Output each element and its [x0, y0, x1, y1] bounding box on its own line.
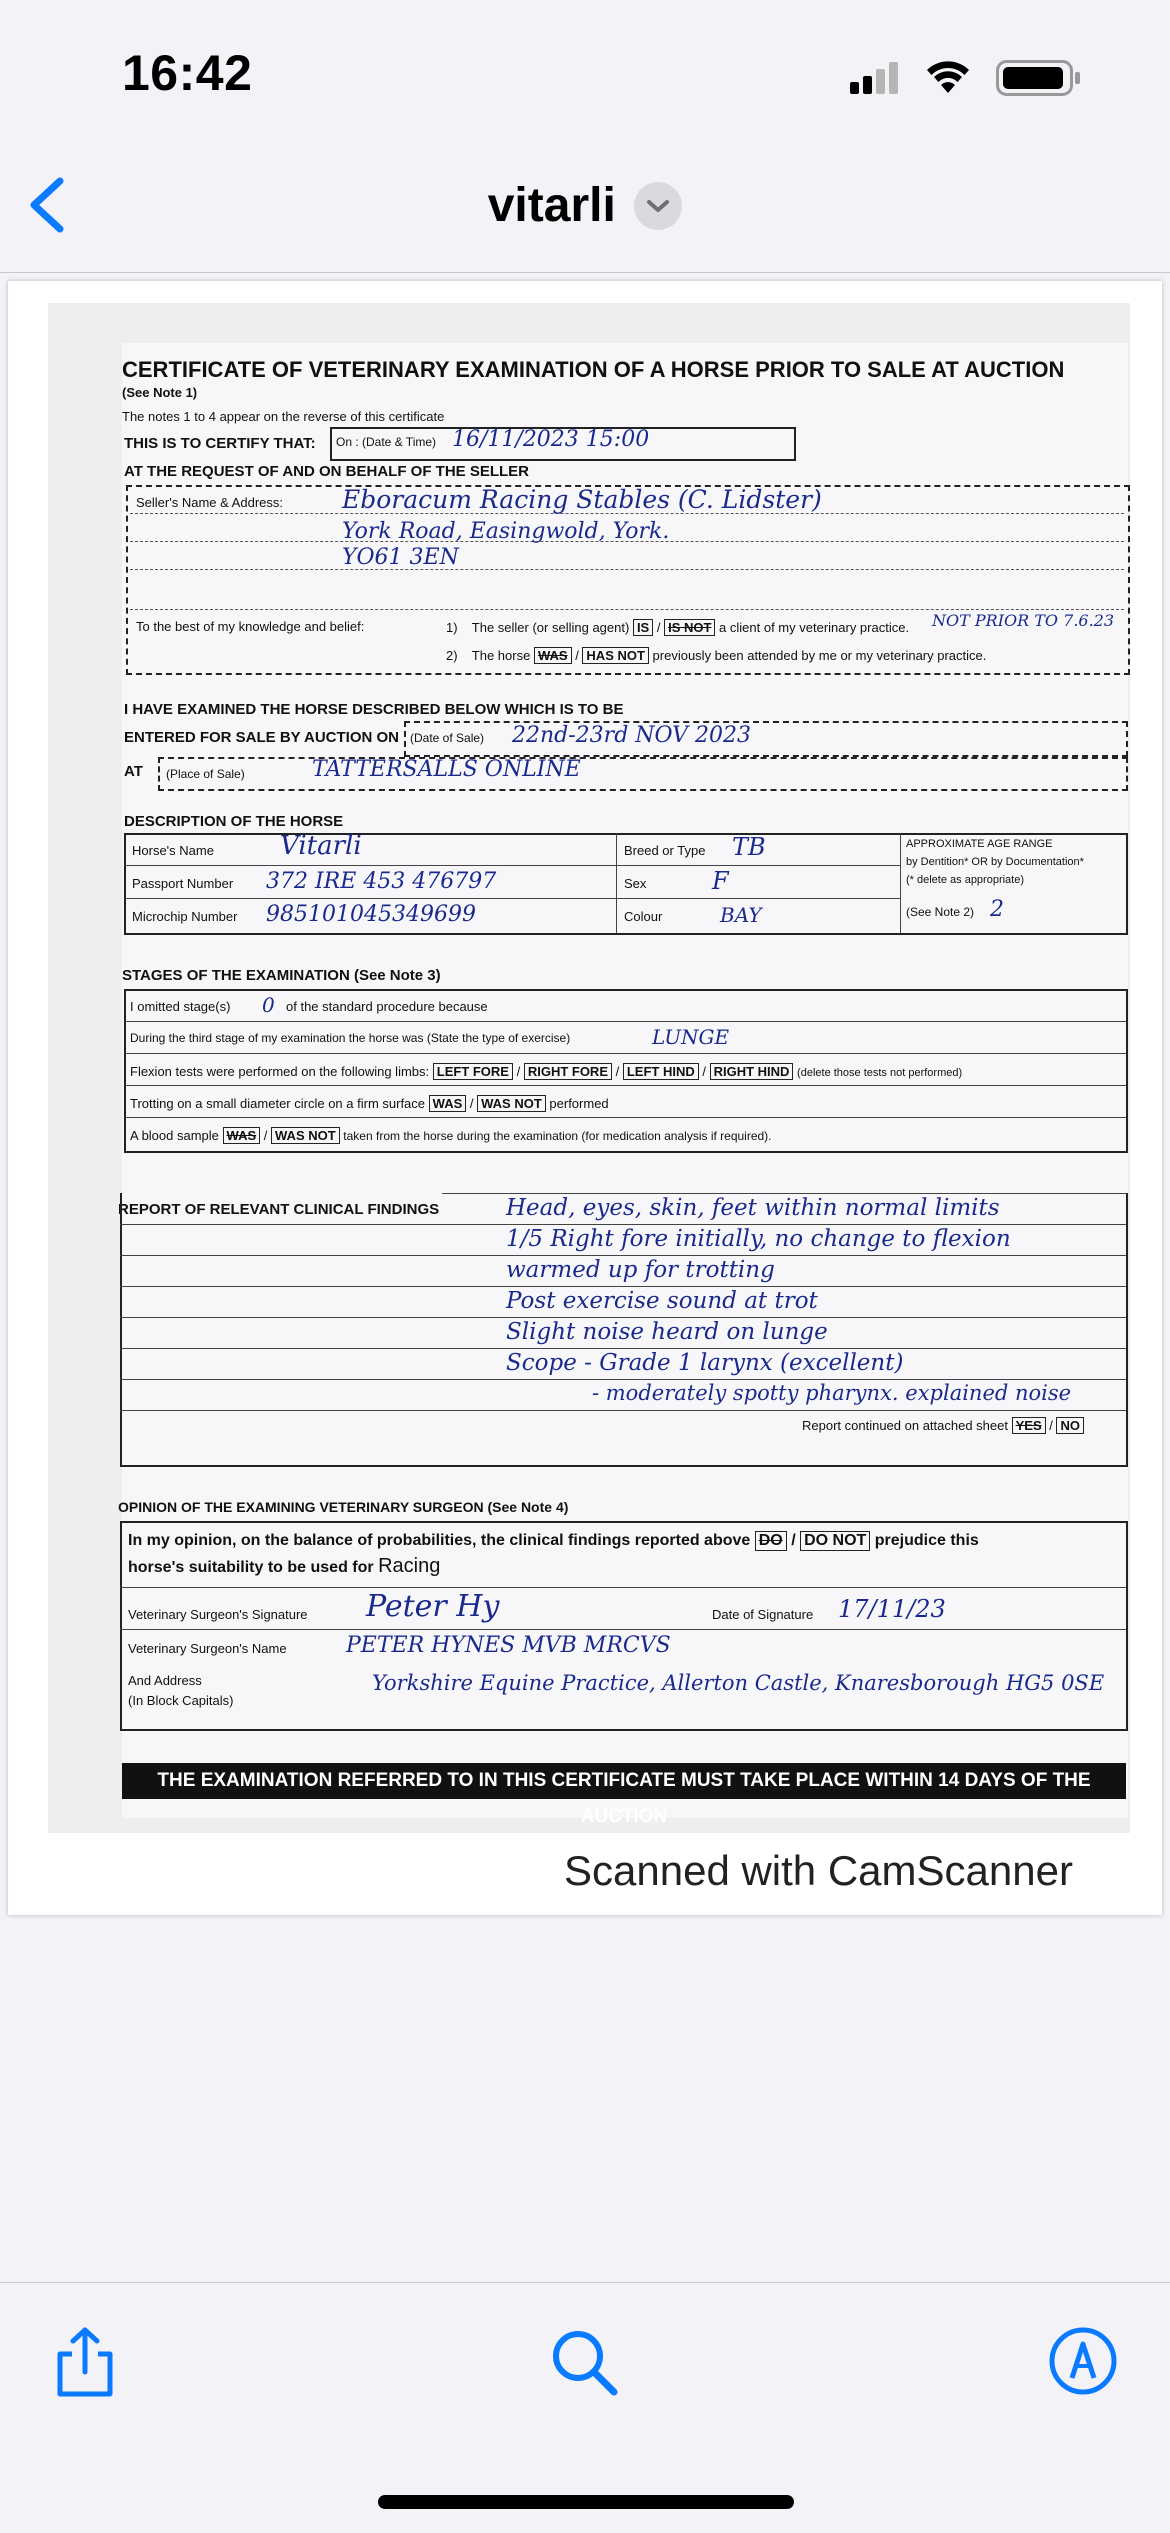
home-indicator[interactable] [378, 2495, 794, 2509]
passport-number: 372 IRE 453 476797 [266, 869, 497, 894]
flexion-right-hind: RIGHT HIND [710, 1063, 794, 1080]
share-icon [54, 2326, 116, 2398]
document-page[interactable] [8, 281, 1162, 1915]
finding-line: Scope - Grade 1 larynx (excellent) [506, 1350, 904, 1376]
flexion-left-fore: LEFT FORE [433, 1063, 513, 1080]
flexion-left-hind: LEFT HIND [623, 1063, 699, 1080]
finding-line: - moderately spotty pharynx. explained noise [592, 1381, 1072, 1405]
trotting-was-option: WAS [429, 1095, 467, 1112]
seller-address-2: YO61 3EN [342, 545, 459, 570]
sex: F [712, 867, 729, 895]
colour: BAY [720, 903, 762, 927]
finding-line: Post exercise sound at trot [506, 1288, 818, 1314]
signal-icon [850, 62, 902, 94]
client-note: NOT PRIOR TO 7.6.23 [932, 611, 1115, 630]
camscanner-watermark: Scanned with CamScanner [564, 1847, 1073, 1894]
horse-name: Vitarli [280, 831, 362, 861]
opinion-do-option: DO [755, 1531, 787, 1551]
document-title[interactable]: vitarli [487, 179, 616, 232]
battery-icon [996, 60, 1082, 96]
certify-label: THIS IS TO CERTIFY THAT: [124, 435, 316, 452]
date-of-signature: 17/11/23 [838, 1595, 946, 1623]
breed: TB [732, 833, 766, 861]
notes-line: The notes 1 to 4 appear on the reverse of this certificate [122, 409, 445, 424]
seller-address-1: York Road, Easingwold, York. [342, 519, 670, 544]
seller-name: Eboracum Racing Stables (C. Lidster) [342, 485, 822, 514]
flexion-right-fore: RIGHT FORE [524, 1063, 612, 1080]
blood-was-not-option: WAS NOT [271, 1127, 340, 1144]
finding-line: Head, eyes, skin, feet within normal limits [506, 1195, 1000, 1221]
opinion-do-not-option: DO NOT [800, 1531, 870, 1551]
markup-icon [1048, 2326, 1118, 2396]
finding-line: Slight noise heard on lunge [506, 1319, 828, 1345]
report-continued-no: NO [1056, 1417, 1084, 1434]
finding-line: warmed up for trotting [506, 1257, 775, 1283]
place-of-sale: TATTERSALLS ONLINE [312, 757, 581, 782]
attended-was-option: WAS [534, 647, 572, 664]
age: 2 [990, 897, 1004, 922]
description-heading: DESCRIPTION OF THE HORSE [124, 813, 344, 830]
scanned-sheet [48, 303, 1130, 1833]
omitted-stages: 0 [262, 993, 275, 1017]
third-stage-exercise: LUNGE [652, 1025, 730, 1049]
share-button[interactable] [54, 2326, 116, 2403]
microchip-number: 985101045349699 [266, 902, 476, 927]
search-icon [550, 2328, 620, 2398]
client-is-option: IS [633, 619, 653, 636]
markup-button[interactable] [1048, 2326, 1118, 2401]
opinion-text: In my opinion, on the balance of probabilities, the clinical findings reported above [128, 1532, 751, 1549]
opinion-heading: OPINION OF THE EXAMINING VETERINARY SURGEON (See Note 4) [118, 1499, 569, 1515]
report-heading: REPORT OF RELEVANT CLINICAL FINDINGS [118, 1201, 440, 1218]
stages-heading: STAGES OF THE EXAMINATION (See Note 3) [122, 967, 441, 984]
seller-label: Seller's Name & Address: [136, 495, 283, 510]
on-date-value: 16/11/2023 15:00 [452, 427, 650, 452]
wifi-icon [926, 60, 970, 94]
vet-signature: Peter Hy [366, 1589, 500, 1624]
best-knowledge-label: To the best of my knowledge and belief: [136, 619, 365, 634]
date-of-sale: 22nd-23rd NOV 2023 [512, 723, 752, 748]
on-date-label: On : (Date & Time) [336, 435, 437, 449]
finding-line: 1/5 Right fore initially, no change to flexion [506, 1226, 1011, 1252]
at-request-label: AT THE REQUEST OF AND ON BEHALF OF THE SELLER [124, 463, 529, 480]
entered-label: ENTERED FOR SALE BY AUCTION ON [124, 729, 400, 746]
examined-label: I HAVE EXAMINED THE HORSE DESCRIBED BELOW WHICH IS TO BE [124, 701, 624, 718]
certificate-form: CERTIFICATE OF VETERINARY EXAMINATION OF A HORSE PRIOR TO SALE AT AUCTION (See Note 1) The notes 1 to 4 appear on the reverse of this certificate THIS IS TO CERTIFY THAT: On : (Date & Time) 16/11/2023 15:00 AT THE REQUEST OF AND ON BEHALF OF THE SELLER Seller's Name & Address: Eboracum Racing Stables (C. Lidster) York Road, Easingwold, York. YO61 3EN To the best of my knowledge and belief: 1) The seller (or selling agent) IS / IS NOT a client of my veterinary practice. NOT PRIOR TO 7.6.23 2) The horse WAS / HAS NOT previously been attended by me or my veterinary practice. I HAVE EXAMINED THE HORSE DESCRIBED BELOW WHICH IS TO BE ENTERED FOR SALE BY AUCTION ON (Date of Sale) 22nd-23rd NOV 2023 AT (Place of Sale) TATTERSALLS ONLINE DESCRIPTION OF THE HORSE Horse's Name Vitarli Passport Number 372 IRE 453 476797 Microchip Number 985101045349699 Breed or Type TB Sex F Colour BAY APPROXIMATE AGE RANGE by Dentition* OR by Documentation* (* delete as appropriate) (See Note 2) 2 STAGES OF THE EXAMINATION (See Note 3) I omitted stage(s) 0 of the standard procedure because During the third stage of my examination the horse was (State the type of exercise) LUNGE Flexion tests were performed on the following limbs: LEFT FORE / RIGHT FORE / LEFT HIND / RIGHT HIND (delete those tests not performed) Trotting on a small diameter circle on a firm surface WAS / WAS NOT performed A blood sample WAS / WAS NOT taken from the horse during the examination (for medication analysis if required). REPORT OF RELEVANT CLINICAL FINDINGS Head, eyes, skin, feet within normal limits 1/5 Right fore initially, no change to flexion warmed up for trotting Post exercise sound at trot Slight noise heard on lunge Scope - Grade 1 larynx (excellent) - moderately spotty pharynx. explained noise Report continued on attached sheet YES / NO OPINION OF THE EXAMINING VETERINARY SURGEON (See Note 4) In my opinion, on the balance of probabilities, the clinical findings reported above DO / DO NOT prejudice this horse's suitability to be used for Racing Veterinary Surgeon's Signature Peter Hy Date of Signature 17/11/23 Veterinary Surgeon's Name PETER HYNES MVB MRCVS And Address (In Block Capitals) Yorkshire Equine Practice, Allerton Castle, Knaresborough HG5 0SE THE EXAMINATION REFERRED TO IN THIS CERTIFICATE MUST TAKE PLACE WITHIN 14 DAYS OF THE AUCTION [122, 343, 1128, 1818]
vet-name: PETER HYNES MVB MRCVS [346, 1633, 671, 1658]
search-button[interactable] [550, 2328, 620, 2403]
vet-address: Yorkshire Equine Practice, Allerton Castle, Knaresborough HG5 0SE [372, 1671, 1105, 1695]
blood-was-option: WAS [223, 1127, 261, 1144]
see-note-1: (See Note 1) [122, 385, 198, 400]
client-is-not-option: IS NOT [664, 619, 715, 636]
report-continued-yes: YES [1012, 1417, 1046, 1434]
title-menu-button[interactable] [634, 182, 682, 230]
status-bar [0, 0, 1170, 150]
certificate-title: CERTIFICATE OF VETERINARY EXAMINATION OF A HORSE PRIOR TO SALE AT AUCTION [122, 357, 1065, 382]
trotting-was-not-option: WAS NOT [477, 1095, 546, 1112]
certificate-footer-bar: THE EXAMINATION REFERRED TO IN THIS CERTIFICATE MUST TAKE PLACE WITHIN 14 DAYS OF THE AUCTION [122, 1763, 1126, 1799]
chevron-down-icon [646, 196, 670, 216]
attended-has-not-option: HAS NOT [582, 647, 649, 664]
intended-use: Racing [378, 1555, 441, 1577]
status-time: 16:42 [122, 45, 253, 101]
